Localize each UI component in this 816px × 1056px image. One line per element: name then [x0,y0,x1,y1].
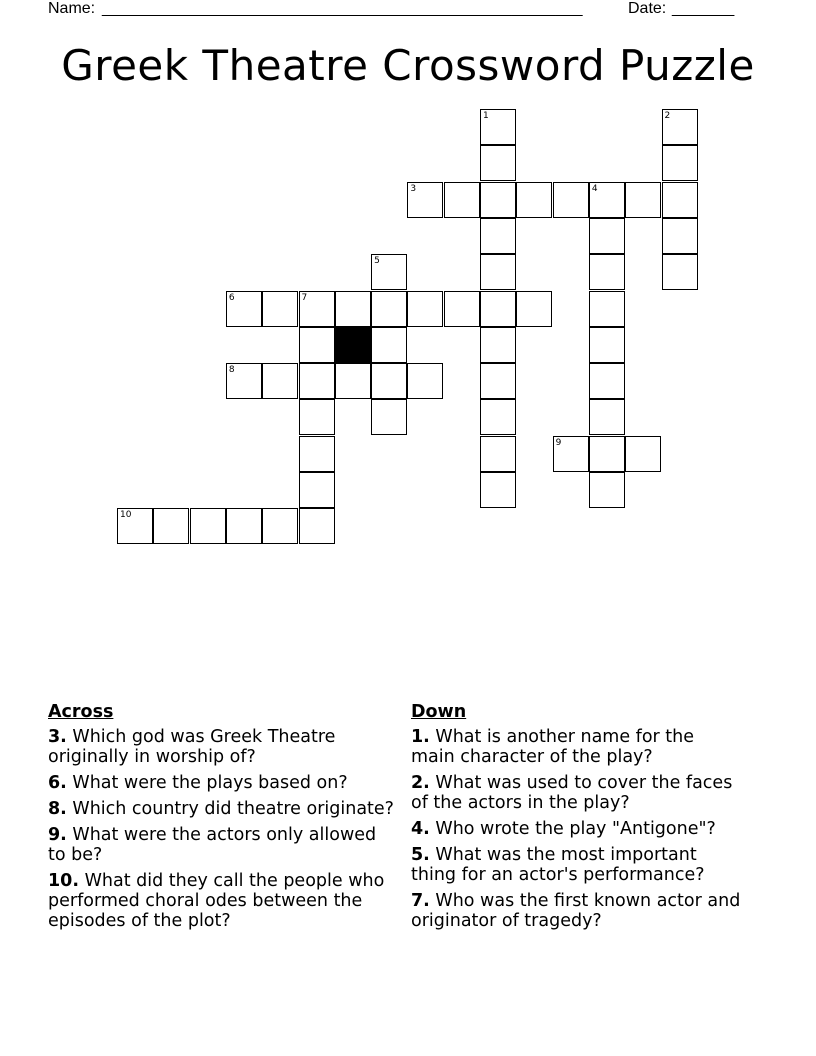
across-clues [48,701,394,937]
black-cell [335,327,371,363]
grid-cell[interactable] [589,254,625,290]
grid-cell[interactable] [480,363,516,399]
grid-cell[interactable] [589,399,625,435]
grid-cell[interactable] [335,363,371,399]
clue-item [48,871,394,931]
grid-cell[interactable] [262,363,298,399]
grid-cell[interactable] [662,109,698,145]
name-label: Name: [48,0,96,17]
cell-number: 5 [374,256,380,267]
clue-text: What did they call the people who performed choral odes between the episodes of the plot? [48,871,385,931]
grid-cell[interactable] [407,291,443,327]
clue-text: What were the plays based on? [66,773,348,793]
grid-cell[interactable] [625,182,661,218]
name-field[interactable]: ______________________________________________________ [102,0,583,17]
grid-cell[interactable] [299,436,335,472]
grid-cell[interactable] [553,182,589,218]
clue-text: Who was the first known actor and originator of tragedy? [411,891,741,931]
cell-number: 8 [228,365,235,376]
cell-number: 1 [483,111,489,121]
grid-cell[interactable] [117,508,153,544]
grid-cell[interactable] [589,291,625,327]
clue-item [411,891,741,931]
grid-cell[interactable] [662,145,698,181]
grid-cell[interactable] [371,327,407,363]
grid-cell[interactable] [226,508,262,544]
grid-cell[interactable] [516,182,552,218]
grid-cell[interactable] [662,254,698,290]
clue-number: 9. [48,825,67,845]
cell-number: 10 [120,510,132,521]
down-clues [411,701,741,937]
clue-text: What was the most important thing for an actor's performance? [411,845,705,885]
clue-text: Who wrote the play "Antigone"? [429,819,716,839]
grid-cell[interactable] [299,363,335,399]
clue-number: 4. [411,819,430,839]
grid-cell[interactable] [480,327,516,363]
clue-number: 7. [411,891,430,911]
cell-number: 7 [301,292,308,303]
grid-cell[interactable] [516,291,552,327]
grid-cell[interactable] [444,182,480,218]
clue-text: What was used to cover the faces of the actors in the play? [411,773,733,813]
grid-cell[interactable] [371,363,407,399]
clue-number: 3. [48,727,67,747]
grid-cell[interactable] [371,291,407,327]
cell-number: 2 [664,111,671,121]
clue-item [411,727,741,767]
clue-number: 6. [48,773,67,793]
grid-cell[interactable] [480,218,516,254]
grid-cell[interactable] [480,436,516,472]
grid-cell[interactable] [371,254,407,290]
grid-cell[interactable] [190,508,226,544]
grid-cell[interactable] [226,363,262,399]
clue-text: Which country did theatre originate? [66,799,394,819]
clue-item [411,773,741,813]
grid-cell[interactable] [589,436,625,472]
date-field[interactable]: _______ [672,0,735,17]
grid-cell[interactable] [335,291,371,327]
grid-cell[interactable] [480,291,516,327]
grid-cell[interactable] [662,182,698,218]
clue-number: 5. [411,845,430,865]
across-clue-list [48,727,394,931]
clue-item [48,799,394,819]
clue-text: What were the actors only allowed to be? [48,825,377,865]
grid-cell[interactable] [407,182,443,218]
grid-cell[interactable] [299,291,335,327]
clue-item [411,819,741,839]
across-heading: Across [48,702,114,722]
clue-item [48,727,394,767]
grid-cell[interactable] [480,254,516,290]
grid-cell[interactable] [589,472,625,508]
clue-number: 2. [411,773,430,793]
grid-cell[interactable] [662,218,698,254]
grid-cell[interactable] [553,436,589,472]
clue-number: 8. [48,799,67,819]
cell-number: 3 [410,183,417,194]
page-title: Greek Theatre Crossword Puzzle [61,41,755,90]
grid-cell[interactable] [480,399,516,435]
date-label: Date: [628,0,667,17]
grid-cell[interactable] [299,399,335,435]
clue-number: 10. [48,871,80,891]
clue-text: Which god was Greek Theatre originally in worship of? [48,727,336,767]
cell-number: 9 [555,437,562,448]
grid-cell[interactable] [153,508,189,544]
grid-cell[interactable] [407,363,443,399]
grid-cell[interactable] [589,327,625,363]
clue-item [48,825,394,865]
cell-number: 6 [228,292,235,303]
grid-cell[interactable] [262,291,298,327]
grid-cell[interactable] [262,508,298,544]
grid-cell[interactable] [371,399,407,435]
grid-cell[interactable] [299,472,335,508]
down-heading: Down [411,702,467,722]
grid-cell[interactable] [480,182,516,218]
grid-cell[interactable] [589,218,625,254]
cell-number: 4 [591,183,598,194]
grid-cell[interactable] [299,508,335,544]
grid-cell[interactable] [625,436,661,472]
grid-cell[interactable] [589,182,625,218]
grid-cell[interactable] [226,291,262,327]
clue-text: What is another name for the main character of the play? [411,727,695,767]
grid-cell[interactable] [480,472,516,508]
grid-cell[interactable] [589,363,625,399]
grid-cell[interactable] [480,109,516,145]
clue-number: 1. [411,727,430,747]
grid-cell[interactable] [480,145,516,181]
clue-item [48,773,394,793]
grid-cell[interactable] [444,291,480,327]
down-clue-list [411,727,741,931]
clue-item [411,845,741,885]
grid-cell[interactable] [299,327,335,363]
